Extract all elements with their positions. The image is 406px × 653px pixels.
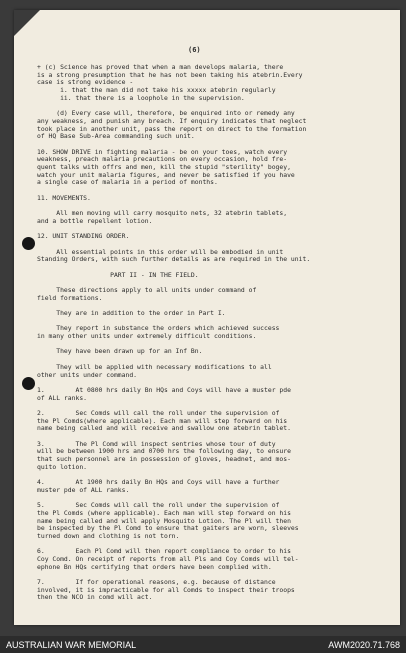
footer-credit: AUSTRALIAN WAR MEMORIAL [6,640,137,650]
footer-accession-number: AWM2020.71.768 [328,640,400,650]
document-line: turned down and clothing is not torn. [37,531,180,540]
document-line: quent talks with offrs and men, kill the stupid "sterility" bogey, [37,162,291,171]
document-line: Standing Orders, with such further details as are required in the unit. [37,255,311,264]
document-line: a single case of malaria in a period of months. [37,178,218,187]
document-line: be inspected by the Pl Comd to ensure that gaiters are worn, sleeves [37,524,299,533]
document-line: (d) Every case will, therefore, be enquired into or remedy any [37,109,295,118]
document-line: ii. that there is a loophole in the supervision. [37,93,245,102]
document-line: took place in another unit, pass the report on direct to the formation [37,124,307,133]
document-line: in many other units under extremely difficult conditions. [37,332,257,341]
document-line: They are in addition to the order in Part I. [37,309,226,317]
document-line: the Pl Comds (where applicable). Each man will step forward on his [37,508,291,517]
document-line: 1. At 0800 hrs daily Bn HQs and Coys will have a muster pde [37,385,291,394]
document-line: case is strong evidence - [37,78,134,87]
document-line: 10. SHOW DRIVE in fighting malaria - be on your toes, watch every [37,147,288,156]
document-line: Coy Comd. On receipt of reports from all Pls and Coy Comds will tel- [37,555,299,563]
document-line: They will be applied with necessary modifications to all [37,362,272,371]
document-line: i. that the man did not take his xxxxx atebrin regularly [37,86,276,95]
document-line: then the NCO in comd will act. [37,593,153,602]
punch-hole-upper [22,237,35,250]
document-line: of ALL ranks. [37,393,88,402]
document-line: involved, it is impracticable for all Comds to inspect their troops [37,585,295,594]
document-line: + (c) Science has proved that when a man develops malaria, there [37,63,284,71]
footer-bar [0,636,406,653]
document-line: 5. Sec Comds will call the roll under the supervision of [37,501,280,510]
folded-corner [14,10,40,36]
document-line: All essential points in this order will be embodied in unit [37,247,284,256]
document-line: watch your unit malaria figures, and never be satisfied if you have [37,170,295,179]
document-line: 3. The Pl Comd will inspect sentries whose tour of duty [37,439,276,448]
document-line: that such personnel are in possession of gloves, headnet, and mos- [37,455,291,464]
document-line: These directions apply to all units under command of [37,285,257,294]
document-line: name being called and will apply Mosquito Lotion. The Pl will then [37,516,291,525]
document-line: weakness, preach malaria precautions on every occasion, hold fre- [37,155,288,164]
document-line: name being called and will receive and swallow one atebrin tablet. [37,424,291,433]
document-line: 11. MOVEMENTS. [37,193,91,202]
document-line: field formations. [37,293,103,302]
punch-hole-lower [22,377,35,390]
document-line: of HQ Base Sub-Area commanding such unit. [37,132,195,141]
document-line: other units under command. [37,370,138,379]
document-line: will be between 1900 hrs and 0700 hrs the following day, to ensure [37,447,291,456]
document-line: 7. If for operational reasons, e.g. because of distance [37,578,276,587]
document-body [37,64,372,602]
document-line: ephone Bn HQs certifying that orders have been complied with. [37,562,272,571]
document-line: quito lotion. [37,462,88,471]
document-line: PART II - IN THE FIELD. [37,270,199,279]
document-line: 12. UNIT STANDING ORDER. [37,232,130,241]
document-line: and a bottle repellent lotion. [37,216,153,225]
document-line: 2. Sec Comds will call the roll under the supervision of [37,408,280,417]
document-line: They report in substance the orders which achieved success [37,324,280,333]
document-line: They have been drawn up for an Inf Bn. [37,347,203,356]
document-line: any weakness, and punish any breach. If enquiry indicates that neglect [37,116,307,125]
document-line: 4. At 1900 hrs daily Bn HQs and Coys will have a further [37,478,280,487]
document-line: muster pde of ALL ranks. [37,485,130,494]
document-line: is a strong presumption that he has not been taking his atebrin.Every [37,70,303,79]
document-line: 6. Each Pl Comd will then report compliance to order to his [37,547,291,556]
document-line: the Pl Comds(where applicable). Each man will step forward on his [37,416,288,425]
document-line: All men moving will carry mosquito nets, 32 atebrin tablets, [37,209,288,218]
page-number: (6) [188,46,201,54]
